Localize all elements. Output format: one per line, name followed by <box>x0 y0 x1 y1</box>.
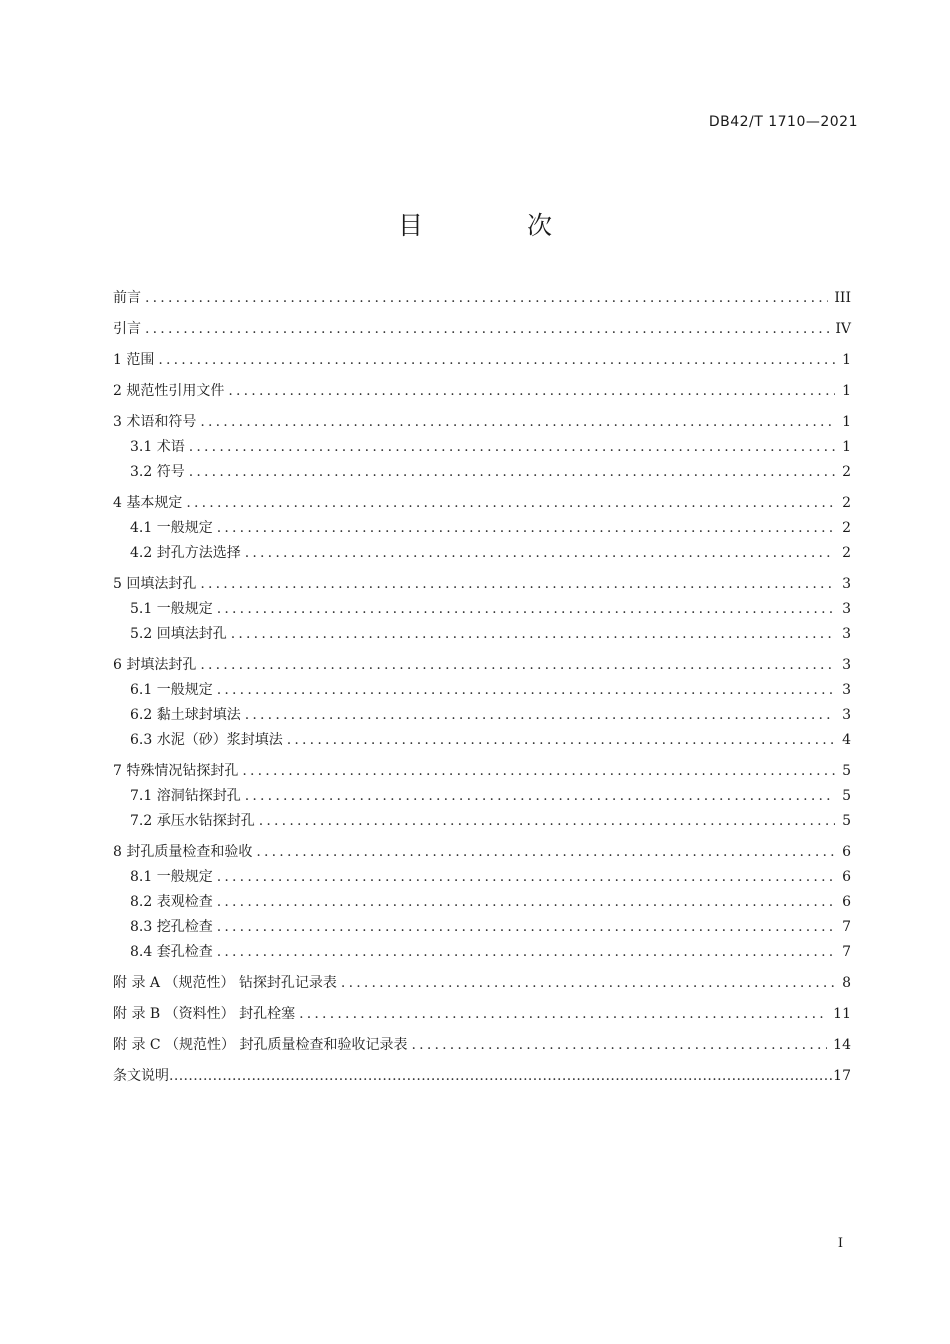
toc-entry-page: 3 <box>842 576 851 592</box>
leader-dots <box>231 622 835 647</box>
toc-entry-page: 17 <box>833 1068 851 1084</box>
toc-entry-label: 5 回填法封孔 <box>113 576 197 592</box>
toc-entry-page: 1 <box>842 352 851 368</box>
toc-entry-page: 4 <box>842 732 851 748</box>
toc-entry-page: 6 <box>842 844 851 860</box>
toc-entry-visual-inspection[interactable] <box>113 890 851 915</box>
toc-entry-label: 1 范围 <box>113 352 155 368</box>
toc-entry-annex-b[interactable] <box>113 1002 851 1027</box>
leader-dots <box>259 809 835 834</box>
leader-dots <box>228 379 835 404</box>
toc-entry-overcoring-inspection[interactable] <box>113 940 851 965</box>
leader-dots <box>189 435 835 460</box>
toc-entry-fill-sealing[interactable] <box>113 653 851 678</box>
toc-entry-label: 6.1 一般规定 <box>130 682 213 698</box>
toc-entry-page: 5 <box>842 763 851 779</box>
toc-entry-label: 6.3 水泥（砂）浆封填法 <box>130 732 283 748</box>
toc-entry-page: 5 <box>842 813 851 829</box>
toc-entry-page: 1 <box>842 439 851 455</box>
toc-entry-general-provisions[interactable] <box>113 678 851 703</box>
leader-dots <box>200 653 835 678</box>
toc-entry-foreword[interactable] <box>113 286 851 311</box>
toc-entry-page: 3 <box>842 657 851 673</box>
toc-entry-quality-inspection[interactable] <box>113 840 851 865</box>
toc-entry-page: IV <box>835 321 851 337</box>
toc-entry-introduction[interactable] <box>113 317 851 342</box>
toc-entry-label: 3.1 术语 <box>130 439 185 455</box>
toc-entry-label: 2 规范性引用文件 <box>113 383 225 399</box>
toc-entry-label: 引言 <box>113 321 141 337</box>
toc-entry-confined-water-sealing[interactable] <box>113 809 851 834</box>
leader-dots <box>217 940 835 965</box>
toc-entry-backfill-sealing[interactable] <box>113 572 851 597</box>
leader-dots <box>186 491 835 516</box>
table-of-contents <box>113 286 851 1089</box>
toc-entry-label: 4 基本规定 <box>113 495 183 511</box>
toc-entry-label: 6.2 黏土球封填法 <box>130 707 241 723</box>
leader-dots <box>189 460 835 485</box>
toc-entry-sealing-method-selection[interactable] <box>113 541 851 566</box>
leader-dots <box>287 728 835 753</box>
toc-entry-label: 7.1 溶洞钻探封孔 <box>130 788 241 804</box>
toc-entry-cement-mortar-fill[interactable] <box>113 728 851 753</box>
toc-entry-page: 2 <box>842 520 851 536</box>
leader-dots <box>299 1002 827 1027</box>
toc-entry-terms-symbols[interactable] <box>113 410 851 435</box>
toc-entry-label: 5.1 一般规定 <box>130 601 213 617</box>
toc-entry-page: 6 <box>842 894 851 910</box>
toc-entry-label: 8.3 挖孔检查 <box>130 919 213 935</box>
toc-entry-label: 8.1 一般规定 <box>130 869 213 885</box>
toc-entry-page: 3 <box>842 626 851 642</box>
toc-entry-label: 前言 <box>113 290 141 306</box>
toc-entry-label: 附 录 C （规范性） 封孔质量检查和验收记录表 <box>113 1037 408 1053</box>
leader-dots <box>217 890 835 915</box>
document-code: DB42/T 1710—2021 <box>708 114 858 130</box>
toc-entry-page: 5 <box>842 788 851 804</box>
leader-dots <box>256 840 835 865</box>
leader-dots <box>217 915 835 940</box>
toc-entry-annex-a[interactable] <box>113 971 851 996</box>
toc-entry-page: 1 <box>842 383 851 399</box>
toc-entry-normative-references[interactable] <box>113 379 851 404</box>
toc-entry-page: 7 <box>842 919 851 935</box>
toc-entry-explanation[interactable] <box>113 1064 851 1089</box>
toc-entry-scope[interactable] <box>113 348 851 373</box>
leader-dots <box>217 516 835 541</box>
toc-entry-page: 2 <box>842 545 851 561</box>
leader-dots <box>158 348 835 373</box>
toc-entry-label: 附 录 A （规范性） 钻探封孔记录表 <box>113 975 337 991</box>
leader-dots <box>145 286 828 311</box>
leader-dots <box>245 703 835 728</box>
toc-entry-page: 2 <box>842 464 851 480</box>
toc-entry-page: 8 <box>842 975 851 991</box>
toc-entry-label: 6 封填法封孔 <box>113 657 197 673</box>
toc-entry-general-provisions[interactable] <box>113 597 851 622</box>
toc-entry-label: 5.2 回填法封孔 <box>130 626 227 642</box>
leader-dots <box>217 865 835 890</box>
toc-entry-page: 1 <box>842 414 851 430</box>
toc-entry-clay-ball-fill[interactable] <box>113 703 851 728</box>
toc-entry-label: 7.2 承压水钻探封孔 <box>130 813 255 829</box>
toc-entry-label: 3 术语和符号 <box>113 414 197 430</box>
leader-dots <box>200 572 835 597</box>
toc-entry-page: 7 <box>842 944 851 960</box>
toc-entry-label: 附 录 B （资料性） 封孔栓塞 <box>113 1006 296 1022</box>
toc-entry-general-provisions[interactable] <box>113 865 851 890</box>
toc-entry-general-provisions[interactable] <box>113 516 851 541</box>
toc-entry-excavation-inspection[interactable] <box>113 915 851 940</box>
toc-entry-page: 6 <box>842 869 851 885</box>
leader-dots <box>245 541 835 566</box>
leader-dots <box>217 678 835 703</box>
toc-entry-label: 7 特殊情况钻探封孔 <box>113 763 239 779</box>
toc-entry-page: 3 <box>842 707 851 723</box>
toc-entry-label: 4.1 一般规定 <box>130 520 213 536</box>
leader-dots <box>245 784 835 809</box>
toc-entry-basic-provisions[interactable] <box>113 491 851 516</box>
toc-entry-terms[interactable] <box>113 435 851 460</box>
page-number: I <box>837 1236 843 1251</box>
leader-dots <box>412 1033 828 1058</box>
toc-entry-page: 14 <box>833 1037 851 1053</box>
leader-dots <box>217 597 835 622</box>
leader-dots <box>341 971 835 996</box>
toc-entry-symbols[interactable] <box>113 460 851 485</box>
toc-entry-page: 11 <box>833 1006 851 1022</box>
toc-entry-label: 3.2 符号 <box>130 464 185 480</box>
toc-entry-page: 3 <box>842 601 851 617</box>
toc-entry-backfill-sealing-sub[interactable] <box>113 622 851 647</box>
leader-dots <box>200 410 835 435</box>
leader-dots <box>169 1064 833 1089</box>
toc-entry-label: 4.2 封孔方法选择 <box>130 545 241 561</box>
toc-entry-page: III <box>834 290 851 306</box>
toc-entry-label: 条文说明 <box>113 1068 169 1084</box>
toc-entry-label: 8.4 套孔检查 <box>130 944 213 960</box>
leader-dots <box>242 759 835 784</box>
toc-entry-label: 8 封孔质量检查和验收 <box>113 844 253 860</box>
toc-entry-page: 3 <box>842 682 851 698</box>
page-title: 目 次 <box>398 211 600 240</box>
toc-entry-page: 2 <box>842 495 851 511</box>
toc-entry-special-drilling-sealing[interactable] <box>113 759 851 784</box>
toc-entry-karst-cave-sealing[interactable] <box>113 784 851 809</box>
toc-entry-label: 8.2 表观检查 <box>130 894 213 910</box>
toc-entry-annex-c[interactable] <box>113 1033 851 1058</box>
leader-dots <box>145 317 829 342</box>
